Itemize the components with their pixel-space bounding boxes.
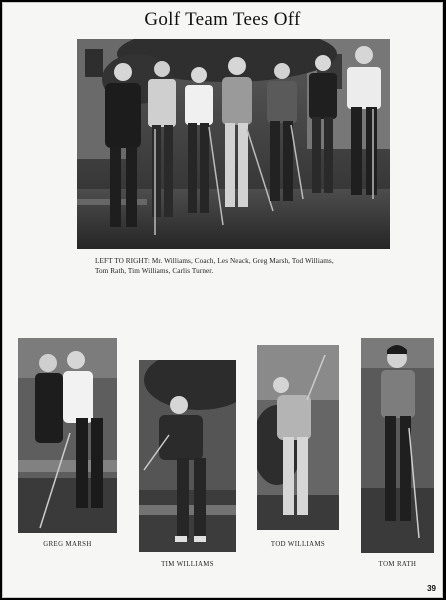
yearbook-page (2, 2, 443, 598)
player-name-tom-rath: TOM RATH (378, 561, 417, 568)
player-photo-greg-marsh (18, 338, 117, 533)
caption-line-2: Tom Rath, Tim Williams, Carlis Turner. (95, 267, 214, 275)
player-name-tod-williams: TOD WILLIAMS (270, 541, 326, 548)
player-photo-tod-williams (257, 345, 339, 530)
group-photo (77, 39, 390, 249)
page-number: 39 (427, 584, 436, 593)
group-photo-caption (95, 256, 395, 276)
player-photo-tim-williams (139, 360, 236, 552)
page-title: Golf Team Tees Off (144, 9, 301, 30)
player-photo-tom-rath (361, 338, 434, 553)
player-name-tim-williams: TIM WILLIAMS (161, 561, 214, 568)
caption-line-1: LEFT TO RIGHT: Mr. Williams, Coach, Les Neack, Greg Marsh, Tod Williams, (95, 257, 334, 265)
player-name-greg-marsh: GREG MARSH (43, 541, 92, 548)
